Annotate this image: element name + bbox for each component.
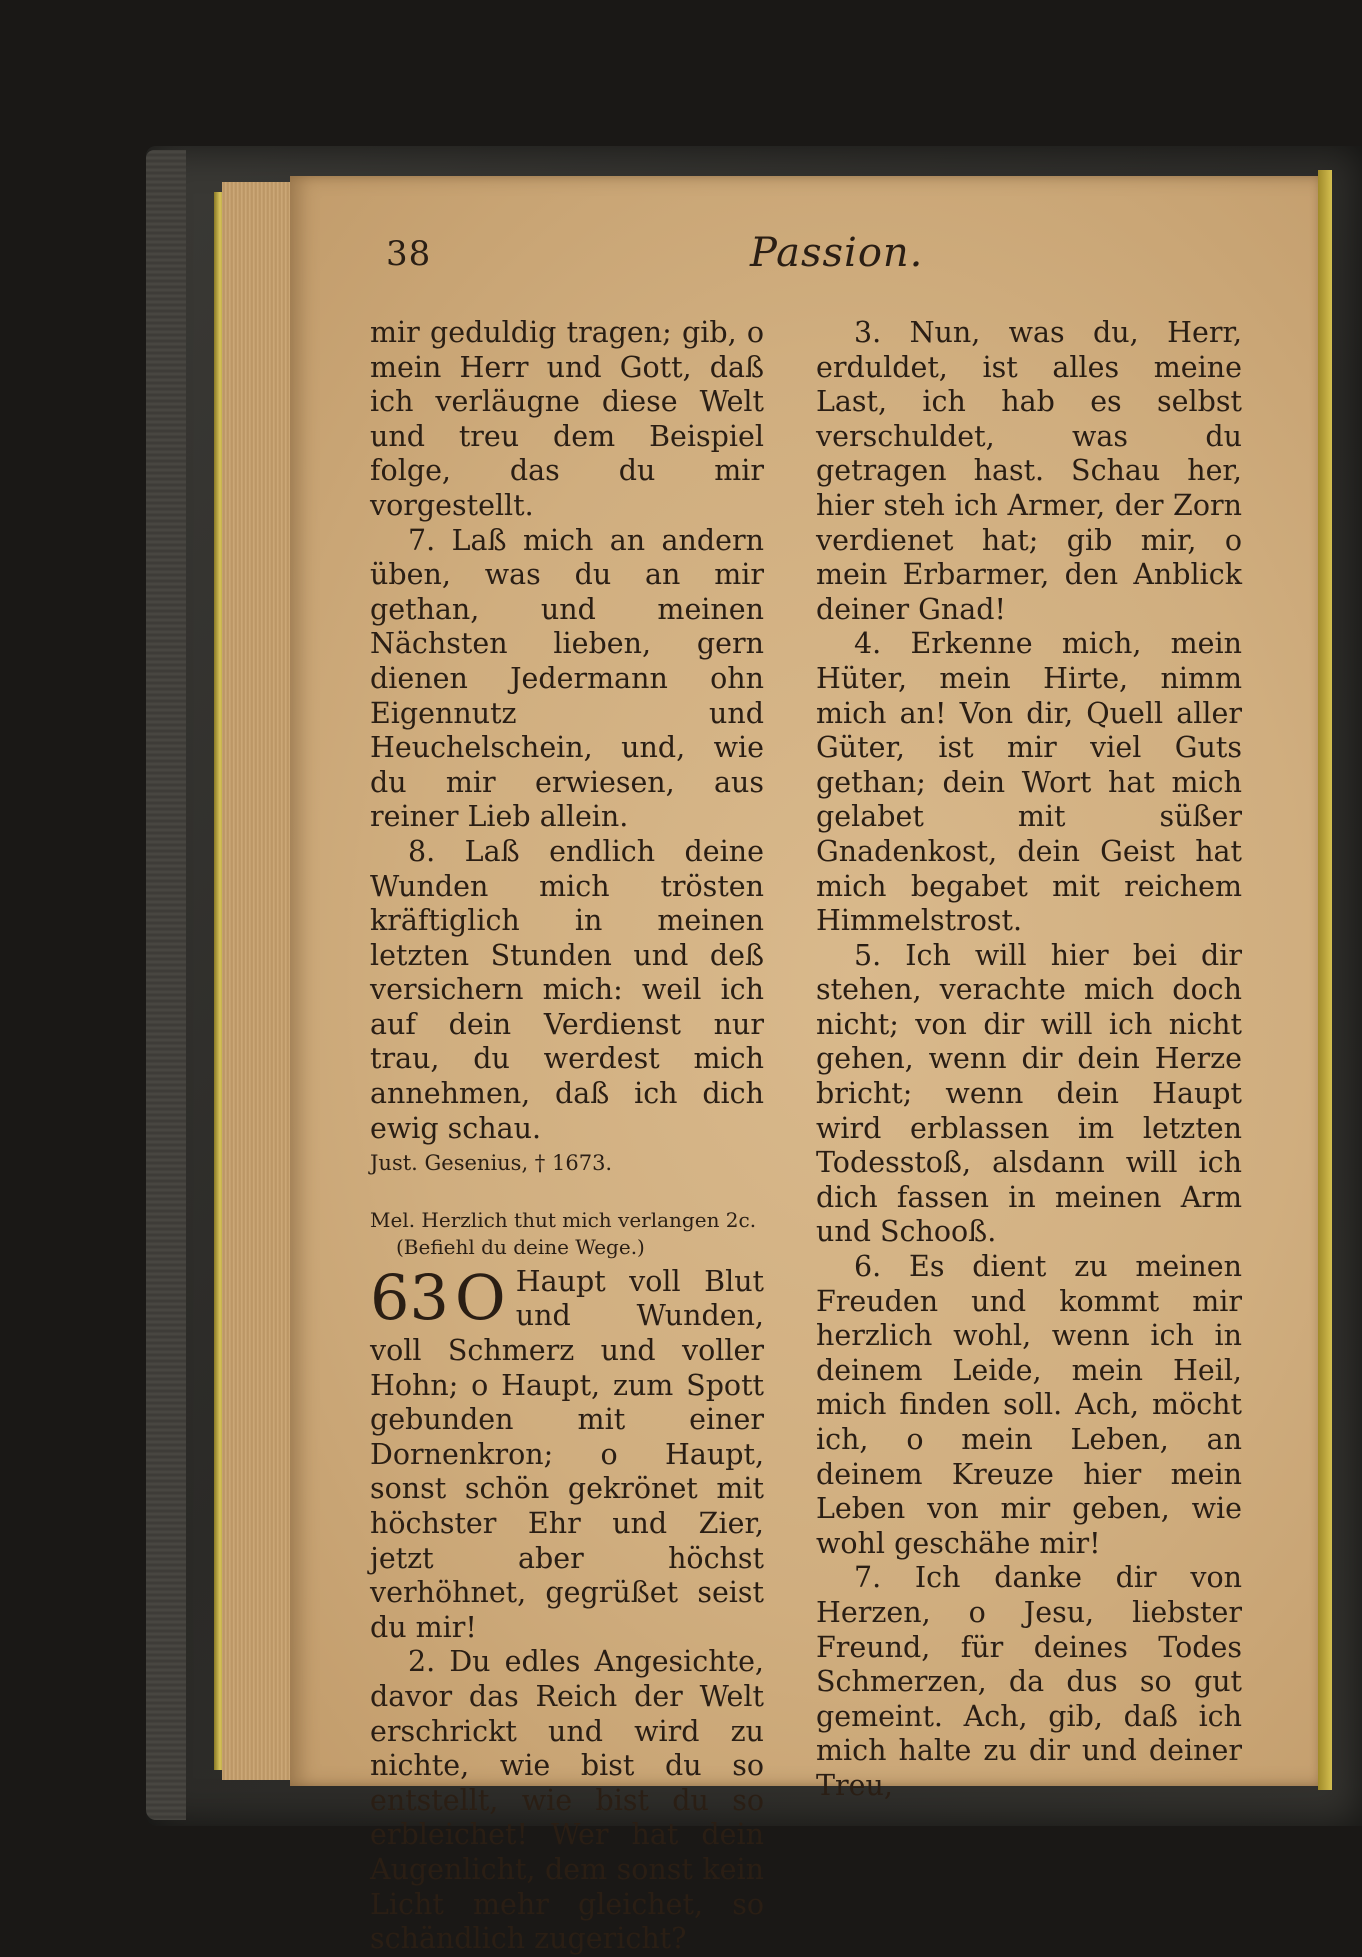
melody-line: Mel. Herzlich thut mich verlangen 2c. — [370, 1207, 757, 1232]
melody-alt: (Befiehl du deine Wege.) — [396, 1234, 645, 1259]
book-page — [290, 176, 1322, 1956]
verse-continuation: mir geduldig tragen; gib, o mein Herr und Gott, daß ich verläugne diese Welt und treu dem Beispiel folge, das du mir vorgestellt. — [370, 316, 764, 522]
running-head: Passion. — [750, 230, 924, 276]
verse-7-right: 7. Ich danke dir von Herzen, o Jesu, liebster Freund, für deines Todes Schmerzen, da dus so gut gemeint. Ach, gib, daß ich mich halte zu dir und deiner Treu, — [816, 1561, 1242, 1802]
left-column — [370, 316, 764, 1957]
verse-5: 5. Ich will hier bei dir stehen, verachte mich doch nicht; von dir will ich nicht gehen, wenn dir dein Herze bricht; wenn dein Haupt wird erblassen im letzten Todesstoß, alsdann will ich dich fassen in meinen Arm und Schooß. — [816, 938, 1242, 1249]
verse-6: 6. Es dient zu meinen Freuden und kommt mir herzlich wohl, wenn ich in deinem Leide, mein Heil, mich finden soll. Ach, möcht ich, o mein Leben, an deinem Kreuze hier mein Leben von mir geben, wie wohl geschähe mir! — [816, 1250, 1242, 1560]
hymn-63-verse-1 — [370, 1260, 764, 1646]
page-number: 38 — [386, 234, 432, 274]
verse-8-left: 8. Laß endlich deine Wunden mich trösten kräftiglich in meinen letzten Stunden und deß versichern mich: weil ich auf dein Verdienst nur trau, du werdest mich annehmen, daß ich dich ewig schau. — [370, 834, 764, 1145]
hymn-text: Haupt voll Blut und Wunden, voll Schmerz und voller Hohn; o Haupt, zum Spott gebunden mit einer Dornenkron; o Haupt, sonst schön gekrönet mit höchster Ehr und Zier, jetzt aber höchst verhöhnet, gegrüßet seist du mir! — [370, 1264, 764, 1644]
gilt-edge-right — [1318, 170, 1332, 1790]
verse-4: 4. Erkenne mich, mein Hüter, mein Hirte, nimm mich an! Von dir, Quell aller Güter, ist mir viel Guts gethan; dein Wort hat mich gelabet mit süßer Gnadenkost, dein Geist hat mich begabet mit reichem Himmelstrost. — [816, 627, 1242, 938]
hymn-number: 63O — [370, 1260, 506, 1334]
hymn-author: Just. Gesenius, † 1673. — [370, 1151, 613, 1176]
right-column — [816, 316, 1242, 1804]
melody-note — [370, 1207, 764, 1261]
verse-7-left: 7. Laß mich an andern üben, was du an mir gethan, und meinen Nächsten lieben, gern dienen Jedermann ohn Eigennutz und Heuchelschein, und, wie du mir erwiesen, aus reiner Lieb allein. — [370, 523, 764, 834]
verse-2: 2. Du edles Angesichte, davor das Reich der Welt erschrickt und wird zu nichte, wie bist du so entstellt, wie bist du so erbleichet! Wer hat dein Augenlicht, dem sonst kein Licht mehr gleichet, so schändlich zugericht? — [370, 1645, 764, 1956]
verse-3: 3. Nun, was du, Herr, erduldet, ist alles meine Last, ich hab es selbst verschuldet, was du getragen hast. Schau her, hier steh ich Armer, der Zorn verdienet hat; gib mir, o mein Erbarmer, den Anblick deiner Gnad! — [816, 316, 1242, 626]
book-spine — [146, 150, 186, 1820]
drop-initial: O — [454, 1260, 506, 1334]
